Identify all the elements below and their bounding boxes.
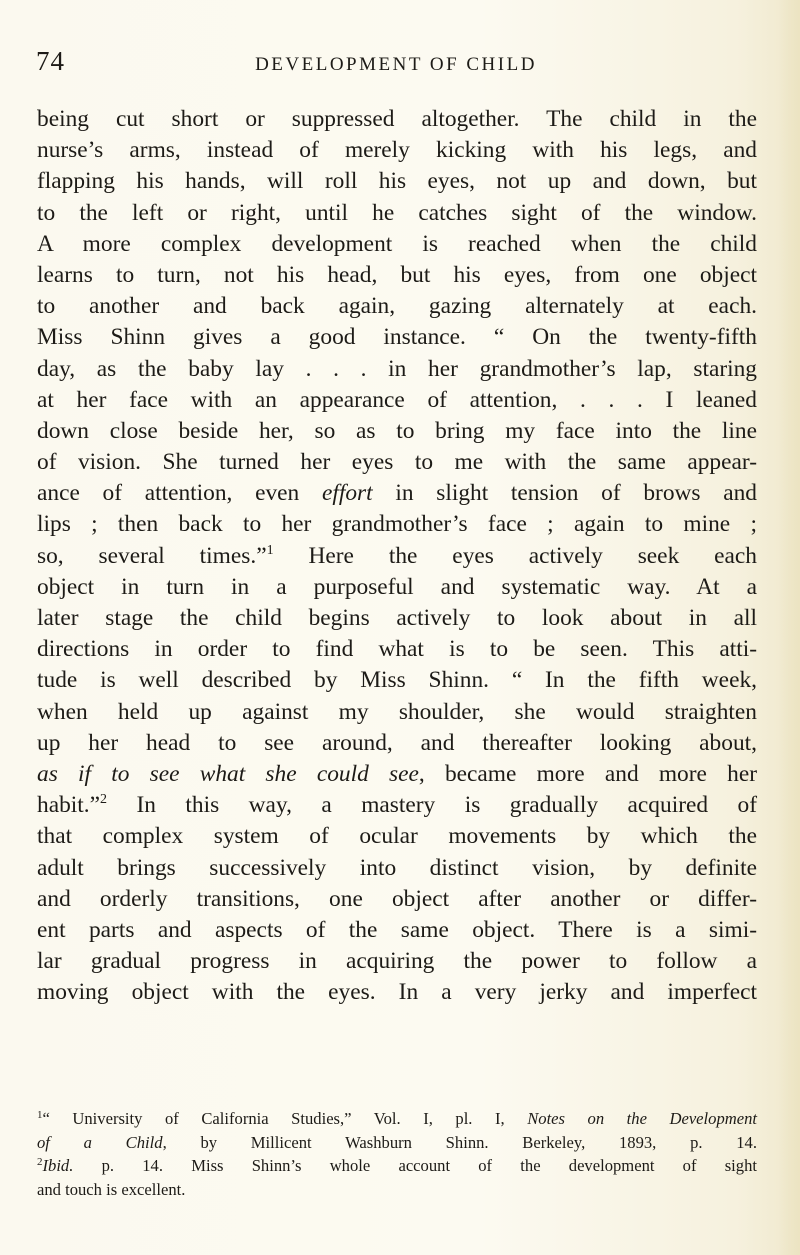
text-line: of vision. She turned her eyes to me with the same appear- xyxy=(37,449,757,476)
footnotes xyxy=(37,1107,757,1201)
text-line: and orderly transitions, one object after another or differ- xyxy=(37,885,757,912)
text-line: moving object with the eyes. In a very jerky and imperfect xyxy=(37,979,757,1006)
text-line: A more complex development is reached when the child xyxy=(37,230,757,257)
footnote-1: $^1$“ University of California Studies,” Vol. I, pl. I, Notes on the Development xyxy=(37,1109,758,1128)
footnote-mark-1: 1 xyxy=(37,1109,43,1121)
text-line: when held up against my shoulder, she would straighten xyxy=(37,698,757,725)
text-line: at her face with an appearance of attention, . . . I leaned xyxy=(37,386,757,413)
text-line: tude is well described by Miss Shinn. “ In the fifth week, xyxy=(37,667,757,694)
footnote-ref-1: 1 xyxy=(266,542,274,558)
text-line: habit.”$^2$ In this way, a mastery is gradually acquired of xyxy=(37,792,757,819)
footnote-2: $^2$Ibid. p. 14. Miss Shinn’s whole account of the development of sight xyxy=(37,1156,757,1176)
text-line: to the left or right, until he catches sight of the window. xyxy=(37,199,757,226)
text-line: later stage the child begins actively to look about in all xyxy=(37,605,757,631)
text-line: flapping his hands, will roll his eyes, not up and down, but xyxy=(37,168,757,195)
footnote-mark-2: 2 xyxy=(37,1156,43,1169)
page-edge-shading xyxy=(778,0,800,1255)
footnote-ref-2: 2 xyxy=(100,792,107,808)
running-title: DEVELOPMENT OF CHILD xyxy=(255,54,537,75)
text-line: directions in order to find what is to be seen. This atti- xyxy=(37,636,757,663)
italic-quote: as if to see what she could see xyxy=(37,760,419,787)
text-line: being cut short or suppressed altogether. The child in the xyxy=(37,106,757,132)
text-line: lar gradual progress in acquiring the power to follow a xyxy=(37,948,757,975)
footnote-2-cont: and touch is excellent. xyxy=(37,1179,186,1199)
text-line: nurse’s arms, instead of merely kicking with his legs, and xyxy=(37,137,757,164)
page-number: 74 xyxy=(36,46,65,76)
body-text xyxy=(37,104,757,1008)
page-header xyxy=(36,46,756,86)
text-line: that complex system of ocular movements by which the xyxy=(37,823,757,850)
text-line: Miss Shinn gives a good instance. “ On the twenty-fifth xyxy=(37,324,757,351)
text-line: so, several times.”$^1$ Here the eyes actively seek each xyxy=(37,542,758,569)
text-line: object in turn in a purposeful and systematic way. At a xyxy=(37,573,757,600)
text-line: as if to see what she could see, became more and more her xyxy=(37,760,758,787)
footnote-1-cont: of a Child, by Millicent Washburn Shinn. Berkeley, 1893, p. 14. xyxy=(37,1132,757,1152)
italic-emphasis: effort xyxy=(321,480,373,507)
text-line: down close beside her, so as to bring my face into the line xyxy=(37,417,757,444)
text-line: ent parts and aspects of the same object. There is a simi- xyxy=(37,916,757,943)
text-line: adult brings successively into distinct vision, by definite xyxy=(37,854,757,881)
text-line: up her head to see around, and thereafter looking about, xyxy=(37,729,757,756)
text-line: lips ; then back to her grandmother’s face ; again to mine ; xyxy=(37,511,757,538)
text-line: ance of attention, even effort in slight tension of brows and xyxy=(37,480,757,507)
text-line: learns to turn, not his head, but his eyes, from one object xyxy=(37,261,757,288)
text-line: day, as the baby lay . . . in her grandmother’s lap, staring xyxy=(37,355,757,382)
text-line: to another and back again, gazing alternately at each. xyxy=(37,293,757,320)
